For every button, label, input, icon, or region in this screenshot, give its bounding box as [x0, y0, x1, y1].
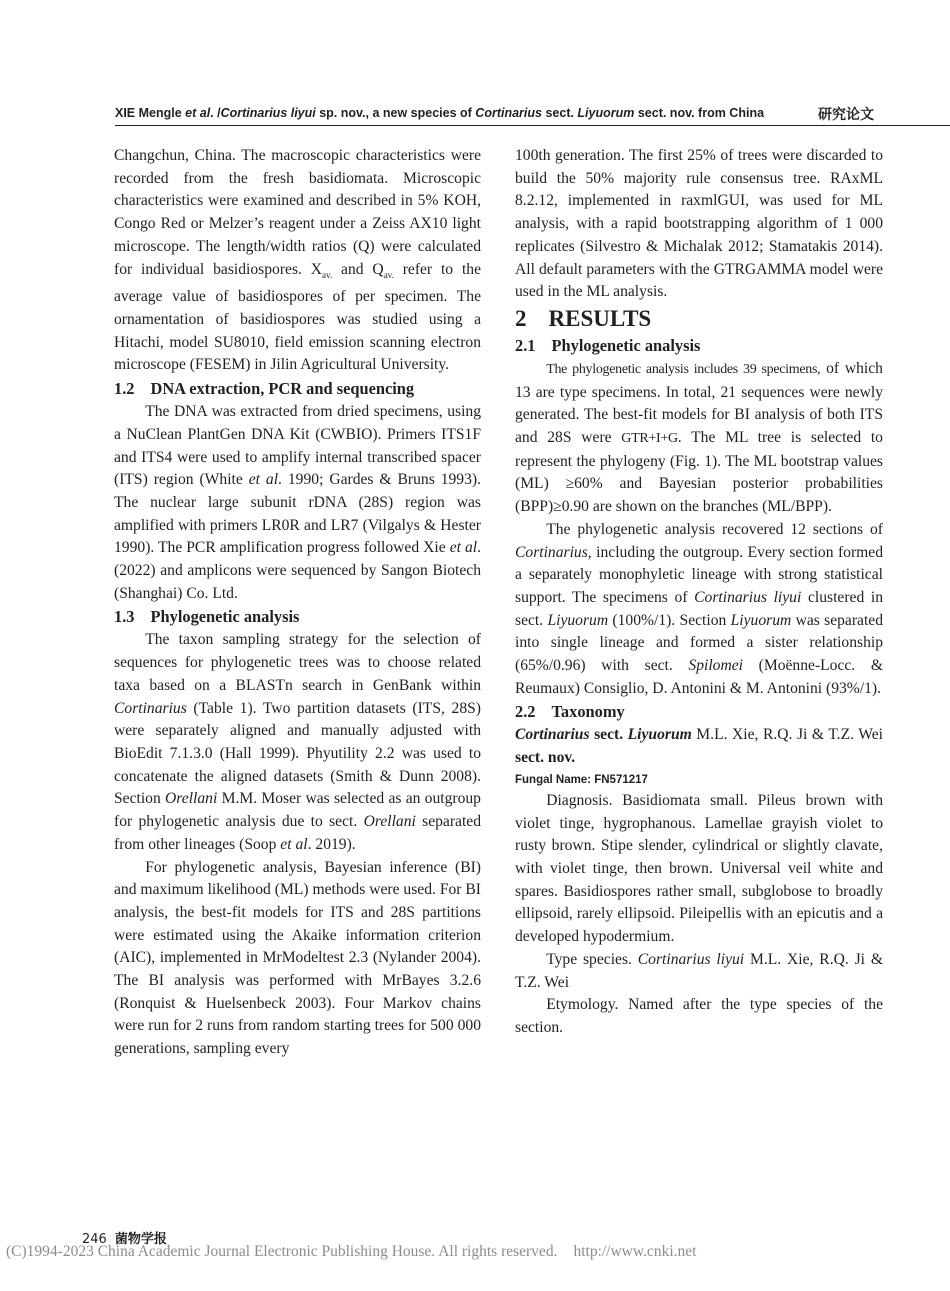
fungal-name: Fungal Name: FN571217 — [515, 773, 648, 786]
running-header — [115, 104, 950, 126]
section-heading-1-3: 1.3 Phylogenetic analysis — [114, 607, 300, 627]
left-column — [114, 145, 481, 1061]
section-heading-2-2: 2.2 Taxonomy — [515, 702, 625, 722]
taxon-name: Cortinarius sect. Liyuorum M.L. Xie, R.Q. Ji & T.Z. Wei sect. nov. — [515, 726, 883, 767]
section-heading-1-2: 1.2 DNA extraction, PCR and sequencing — [114, 379, 415, 399]
section-heading-2: 2 RESULTS — [515, 305, 652, 331]
page-footer: 246 菌物学报 — [82, 1232, 167, 1247]
section-tag: 研究论文 — [818, 107, 874, 123]
paragraph: Diagnosis. Basidiomata small. Pileus brown with violet tinge, hygrophanous. Lamellae grayish violet to rusty brown. Stipe slender, cylindrical or slightly clavate, with violet tinge, then brown. Universal veil white and spares. Basidiospores rather small, subglobose to broadly ellipsoid, rarely ellipsoid. Pileipellis with an epicutis and a developed hypodermium. — [515, 791, 883, 946]
paragraph: Type species. Cortinarius liyui M.L. Xie, R.Q. Ji & T.Z. Wei — [515, 950, 883, 991]
paragraph: Changchun, China. The macroscopic characteristics were recorded from the fresh basidiomata. Microscopic characteristics were examined and described in 5% KOH, Congo Red or Melzer’s reagent under a Zeiss AX10 light microscope. The length/width ratios (Q) were calculated for individual basidiospores. $X_{av.}$ and $Q_{av.}$ refer to the average value of basidiospores of per specimen. The ornamentation of basidiospores was studied using a Hitachi, model SU8010, field emission scanning electron microscope (FESEM) in Jilin Agricultural University. — [114, 147, 482, 374]
paragraph: The DNA was extracted from dried specimens, using a NuClean PlantGen DNA Kit (CWBIO). Primers ITS1F and ITS4 were used to amplify internal transcribed spacer (ITS) region (White et al. 1990; Gardes & Bruns 1993). The nuclear large subunit rDNA (28S) region was amplified with primers LR0R and LR7 (Vilgalys & Hester 1990). The PCR amplification progress followed Xie et al. (2022) and amplicons were sequenced by Sangon Biotech (Shanghai) Co. Ltd. — [114, 403, 481, 602]
paragraph: 100th generation. The first 25% of trees were discarded to build the 50% majority rule consensus tree. RAxML 8.2.12, implemented in raxmlGUI, was used for ML analysis, with a rapid bootstrapping algorithm of 1 000 replicates (Silvestro & Michalak 2012; Stamatakis 2014). All default parameters with the GTRGAMMA model were used in the ML analysis. — [515, 147, 883, 301]
cnki-link[interactable]: http://www.cnki.net — [573, 1243, 697, 1260]
paragraph: For phylogenetic analysis, Bayesian inference (BI) and maximum likelihood (ML) methods were used. For BI analysis, the best-fit models for ITS and 28S partitions were estimated using the Akaike information criterion (AIC), implemented in MrModeltest 2.3 (Nylander 2004). The BI analysis was performed with MrBayes 3.2.6 (Ronquist & Huelsenbeck 2003). Four Markov chains were run for 2 runs from random starting trees for 500 000 generations, sampling every — [114, 858, 481, 1058]
section-heading-2-1: 2.1 Phylogenetic analysis — [515, 335, 701, 355]
paragraph: Etymology. Named after the type species of the section. — [515, 996, 883, 1036]
header-citation: XIE Mengle et al. /Cortinarius liyui sp. nov., a new species of Cortinarius sect. Liyuorum sect. nov. from China — [115, 106, 765, 120]
paragraph: The phylogenetic analysis includes 39 specimens, of which 13 are type specimens. In total, 21 sequences were newly generated. The best-fit models for BI analysis of both ITS and 28S were GTR+I+G. The ML tree is selected to represent the phylogeny (Fig. 1). The ML bootstrap values (ML) ≥60% and Bayesian posterior probabilities (BPP)≥0.90 are shown on the branches (ML/BPP). — [515, 359, 883, 516]
right-column — [515, 145, 883, 1040]
paragraph: The taxon sampling strategy for the selection of sequences for phylogenetic trees was to choose related taxa based on a BLASTn search in GenBank within Cortinarius (Table 1). Two partition datasets (ITS, 28S) were separately aligned and manually adjusted with BioEdit 7.1.3.0 (Hall 1999). Phyutility 2.2 was used to concatenate the aligned datasets (Smith & Dunn 2008). Section Orellani M.M. Moser was selected as an outgroup for phylogenetic analysis due to sect. Orellani separated from other lineages (Soop et al. 2019). — [114, 631, 482, 853]
header-rule — [115, 125, 950, 126]
copyright-line: (C)1994-2023 China Academic Journal Electronic Publishing House. All rights reserved. http://www.cnki.net — [6, 1243, 697, 1260]
paragraph: The phylogenetic analysis recovered 12 sections of Cortinarius, including the outgroup. Every section formed a separately monophyletic lineage with strong statistical support. The specimens of Cortinarius liyui clustered in sect. Liyuorum (100%/1). Section Liyuorum was separated into single lineage and formed a sister relationship (65%/0.96) with sect. Spilomei (Moënne-Locc. & Reumaux) Consiglio, D. Antonini & M. Antonini (93%/1). — [515, 520, 884, 697]
